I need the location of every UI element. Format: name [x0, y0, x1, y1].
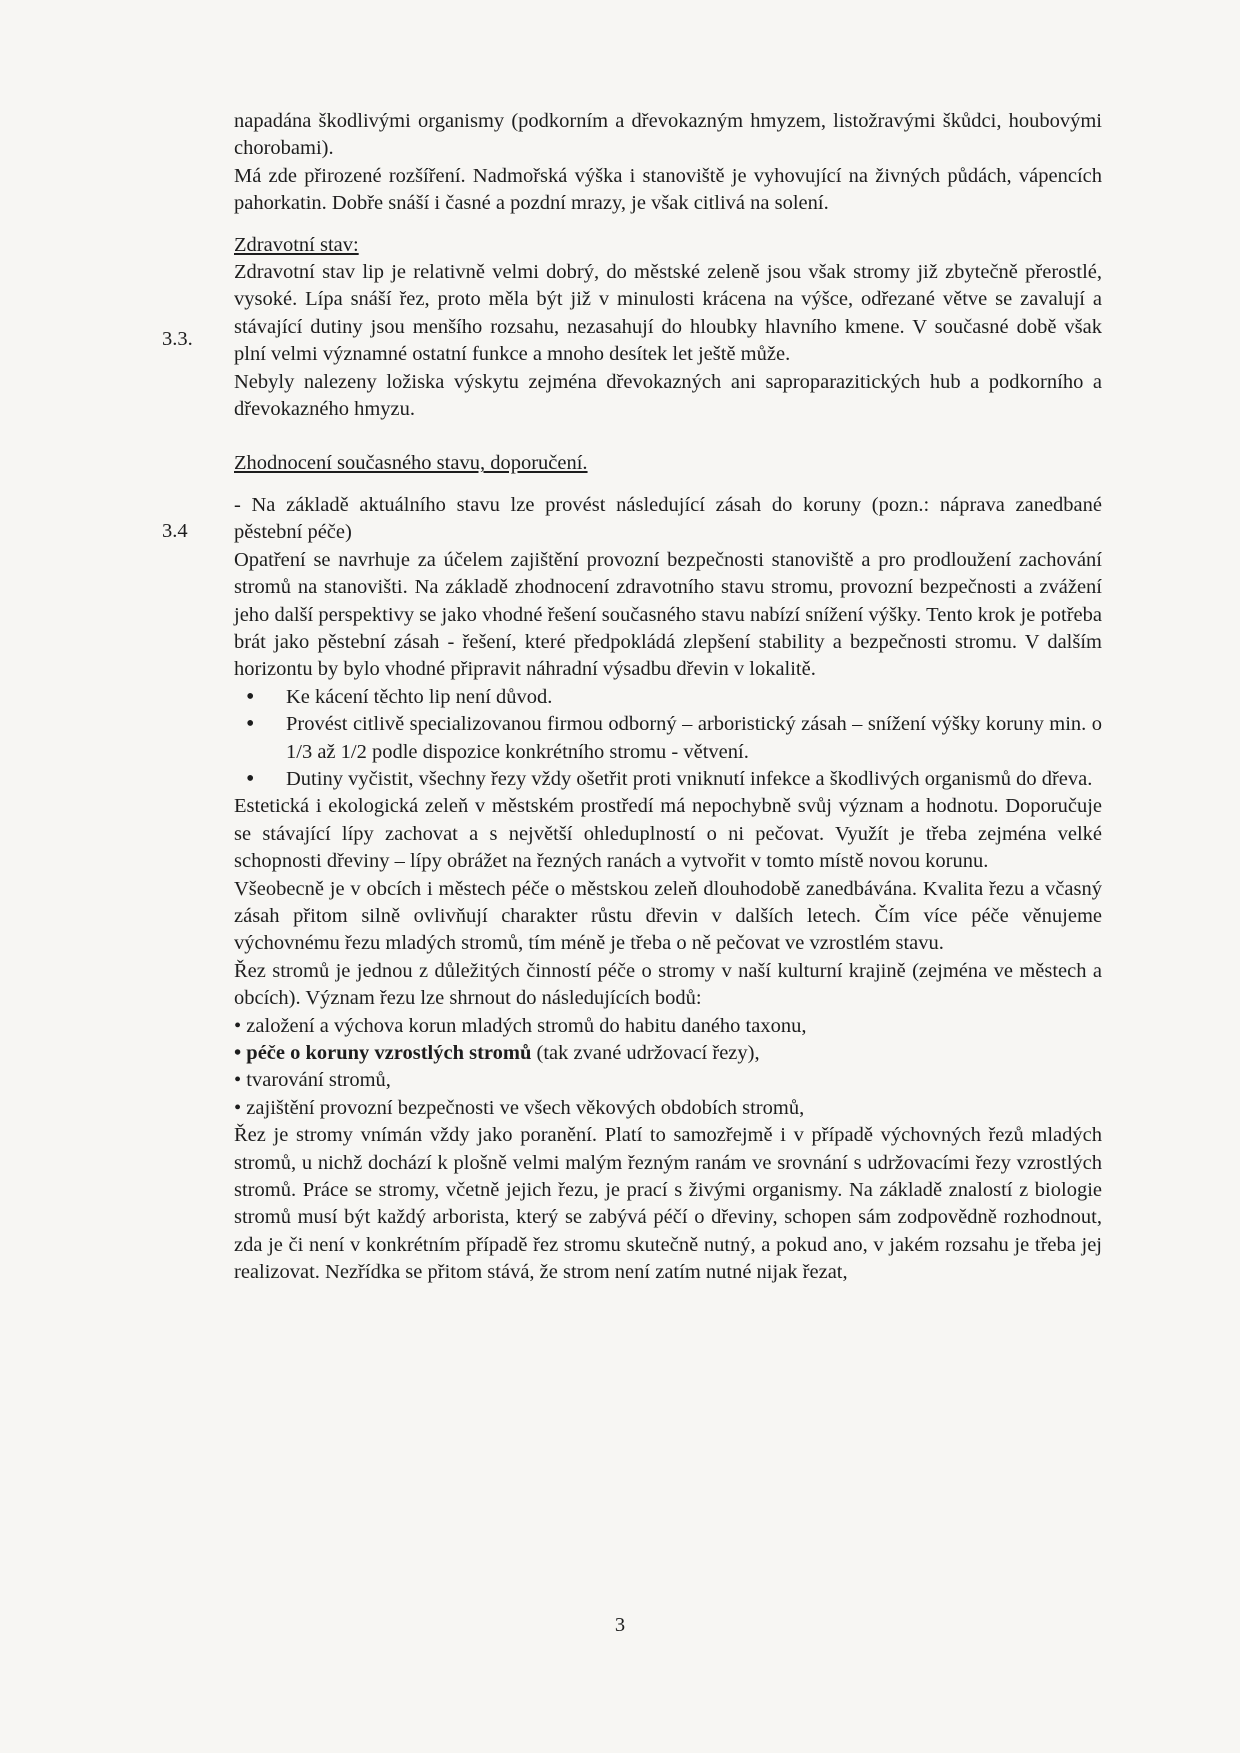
paragraph-pruning-importance: Řez stromů je jednou z důležitých činností péče o stromy v naší kulturní krajině (zejména ve městech a obcích). Význam řezu lze shrnout do následujících bodů: — [234, 959, 1102, 1010]
section-number-3-3: 3.3. — [162, 328, 193, 350]
recommendation-list — [234, 684, 1102, 794]
pruning-point-rest: (tak zvané udržovací řezy), — [531, 1042, 760, 1064]
list-item: • Ke kácení těchto lip není důvod. — [234, 684, 1102, 711]
section-number-3-4: 3.4 — [162, 520, 188, 542]
paragraph-aesthetic: Estetická i ekologická zeleň v městském prostředí má nepochybně svůj význam a hodnotu. Doporučuje se stávající lípy zachovat a s největší ohleduplností o ni pečovat. Využít je třeba zejména velké schopnosti dřeviny – lípy obrážet na řezných ranách a vytvořit v tomto místě novou korunu. — [234, 795, 1102, 873]
list-item: • Provést citlivě specializovanou firmou odborný – arboristický zásah – snížení výšky koruny min. o 1/3 až 1/2 podle dispozice konkrétního stromu - větvení. — [234, 711, 1102, 766]
page-body — [234, 108, 1102, 1287]
pruning-point — [234, 1040, 1102, 1067]
pruning-point: • založení a výchova korun mladých stromů do habitu daného taxonu, — [234, 1014, 807, 1037]
pruning-point: • zajištění provozní bezpečnosti ve všech věkových obdobích stromů, — [234, 1096, 805, 1119]
paragraph-pests: napadána škodlivými organismy (podkorním a dřevokazným hmyzem, listožravými škůdci, houbovými chorobami). — [234, 110, 1102, 160]
heading-health-status: Zdravotní stav: — [234, 233, 359, 256]
paragraph-intervention: - Na základě aktuálního stavu lze provést následující zásah do koruny (pozn.: náprava zanedbané pěstební péče) — [234, 493, 1102, 544]
paragraph-neglect: Všeobecně je v obcích i městech péče o městskou zeleň dlouhodobě zanedbávána. Kvalita řezu a včasný zásah přitom silně ovlivňují charakter růstu dřevin v dalších letech. Čím více péče věnujeme výchovnému řezu mladých stromů, tím méně je třeba o ně pečovat ve vzrostlém stavu. — [234, 877, 1102, 955]
paragraph-no-pathogens: Nebyly nalezeny ložiska výskytu zejména dřevokazných ani saproparazitických hub a podkorního a dřevokazného hmyzu. — [234, 370, 1102, 421]
paragraph-pruning-injury: Řez je stromy vnímán vždy jako poranění. Platí to samozřejmě i v případě výchovných řezů mladých stromů, u nichž dochází k plošně velmi malým řezným ranám ve srovnání s udržovacími řezy vzrostlých stromů. Práce se stromy, včetně jejich řezu, je prací s živými organismy. Na základě znalostí z biologie stromů musí být každý arborista, který se zabývá péčí o dřeviny, schopen sám zodpovědně rozhodnout, zda je či není v konkrétním případě řez stromu skutečně nutný, a pokud ano, v jakém rozsahu je třeba jej realizovat. Nezřídka se přitom stává, že strom není zatím nutné nijak řezat, — [234, 1124, 1102, 1284]
paragraph-measures: Opatření se navrhuje za účelem zajištění provozní bezpečnosti stanoviště a pro prodloužení zachování stromů na stanovišti. Na základě zhodnocení zdravotního stavu stromu, provozní bezpečnosti a zvážení jeho další perspektivy se jako vhodné řešení současného stavu nabízí snížení výšky. Tento krok je potřeba brát jako pěstební zásah - řešení, které předpokládá zlepšení stability a bezpečnosti stromu. V dalším horizontu by bylo vhodné připravit náhradní výsadbu dřevin v lokalitě. — [234, 548, 1102, 681]
heading-assessment: Zhodnocení současného stavu, doporučení. — [234, 452, 588, 475]
list-item: • Dutiny vyčistit, všechny řezy vždy ošetřit proti vniknutí infekce a škodlivých organismů do dřeva. — [234, 766, 1102, 793]
paragraph-health-status: Zdravotní stav lip je relativně velmi dobrý, do městské zeleně jsou však stromy již zbytečně přerostlé, vysoké. Lípa snáší řez, proto měla být již v minulosti krácena na výšce, odřezané větve se zavalují a stávající dutiny jsou menšího rozsahu, nezasahují do hloubky hlavního kmene. V současné době však plní velmi významné ostatní funkce a mnoho desítek let ještě může. — [234, 261, 1102, 366]
pruning-point: • tvarování stromů, — [234, 1069, 391, 1092]
page-number: 3 — [614, 1614, 626, 1636]
pruning-point-bold: • péče o koruny vzrostlých stromů — [234, 1042, 532, 1064]
paragraph-distribution: Má zde přirozené rozšíření. Nadmořská výška i stanoviště je vyhovující na živných půdách, vápencích pahorkatin. Dobře snáší i časné a pozdní mrazy, je však citlivá na solení. — [234, 164, 1102, 215]
